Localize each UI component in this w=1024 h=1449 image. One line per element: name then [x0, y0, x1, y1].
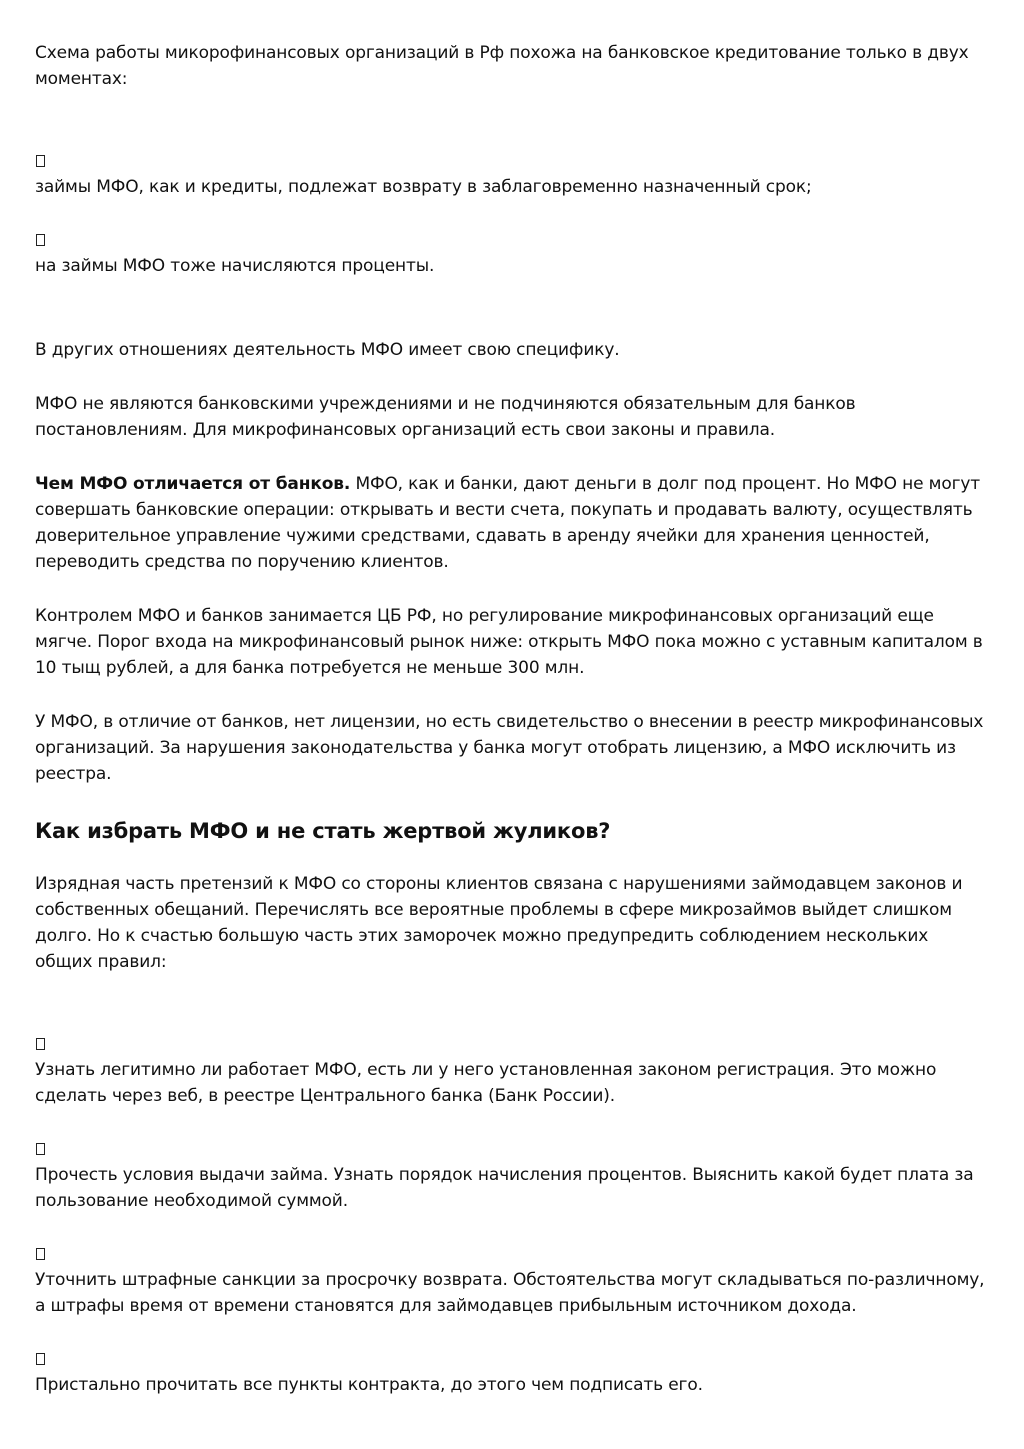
list-item-text: Уточнить штрафные санкции за просрочку возврата. Обстоятельства могут складываться по-различному, а штрафы время от времени становятся для займодавцев прибыльным источником дохода. — [35, 1270, 985, 1316]
claims-paragraph: Изрядная часть претензий к МФО со стороны клиентов связана с нарушениями займодавцем законов и собственных обещаний. Перечислять все вероятные проблемы в сфере микрозаймов выйдет слишком долго. Но к счастью большую часть этих заморочек можно предупредить соблюдением нескольких общих правил: — [35, 874, 963, 972]
difference-text: МФО, как и банки, дают деньги в долг под процент. Но МФО не могут совершать банковские операции: открывать и вести счета, покупать и продавать валюту, осуществлять доверительное управление чужими средствами, сдавать в аренду ячейки для хранения ценностей, переводить средства по поручению клиентов. — [35, 474, 981, 572]
intro-paragraph: Схема работы микорофинансовых организаций в Рф похожа на банковское кредитование только в двух моментах: — [35, 43, 969, 89]
list-item — [35, 1038, 990, 1109]
list-item-text: Узнать легитимно ли работает МФО, есть ли у него установленная законом регистрация. Это можно сделать через веб, в реестре Центрального банка (Банк России). — [35, 1060, 937, 1106]
specifics-paragraph: В других отношениях деятельность МФО имеет свою специфику. — [35, 340, 620, 360]
control-paragraph: Контролем МФО и банков занимается ЦБ РФ, но регулирование микрофинансовых организаций еще мягче. Порог входа на микрофинансовый рынок ниже: открыть МФО пока можно с уставным капиталом в 10 тыщ рублей, а для банка потребуется не меньше 300 млн. — [35, 606, 983, 678]
not-banks-paragraph: МФО не являются банковскими учреждениями и не подчиняются обязательным для банков постановлениям. Для микрофинансовых организаций есть свои законы и правила. — [35, 394, 856, 440]
list-item — [35, 1143, 990, 1214]
missing-glyph-bullet-icon — [36, 234, 45, 246]
missing-glyph-bullet-icon — [36, 155, 45, 167]
similarities-list — [35, 155, 990, 279]
list-item-text: Пристально прочитать все пункты контракта, до этого чем подписать его. — [35, 1375, 703, 1395]
difference-paragraph — [35, 471, 990, 575]
missing-glyph-bullet-icon — [36, 1353, 45, 1365]
license-paragraph: У МФО, в отличие от банков, нет лицензии, но есть свидетельство о внесении в реестр микрофинансовых организаций. За нарушения законодательства у банка могут отобрать лицензию, а МФО исключить из реестра. — [35, 712, 984, 784]
difference-lead: Чем МФО отличается от банков. — [35, 474, 351, 494]
list-item — [35, 155, 990, 200]
rules-list — [35, 1038, 990, 1398]
missing-glyph-bullet-icon — [36, 1038, 45, 1050]
list-item-text: займы МФО, как и кредиты, подлежат возврату в заблаговременно назначенный срок; — [35, 177, 812, 197]
missing-glyph-bullet-icon — [36, 1248, 45, 1260]
list-item-text: Прочесть условия выдачи займа. Узнать порядок начисления процентов. Выяснить какой будет плата за пользование необходимой суммой. — [35, 1165, 974, 1211]
list-item — [35, 1248, 990, 1319]
list-item — [35, 1353, 990, 1398]
missing-glyph-bullet-icon — [36, 1143, 45, 1155]
section-heading: Как избрать МФО и не стать жертвой жуликов? — [35, 819, 611, 843]
list-item — [35, 234, 990, 279]
list-item-text: на займы МФО тоже начисляются проценты. — [35, 256, 435, 276]
